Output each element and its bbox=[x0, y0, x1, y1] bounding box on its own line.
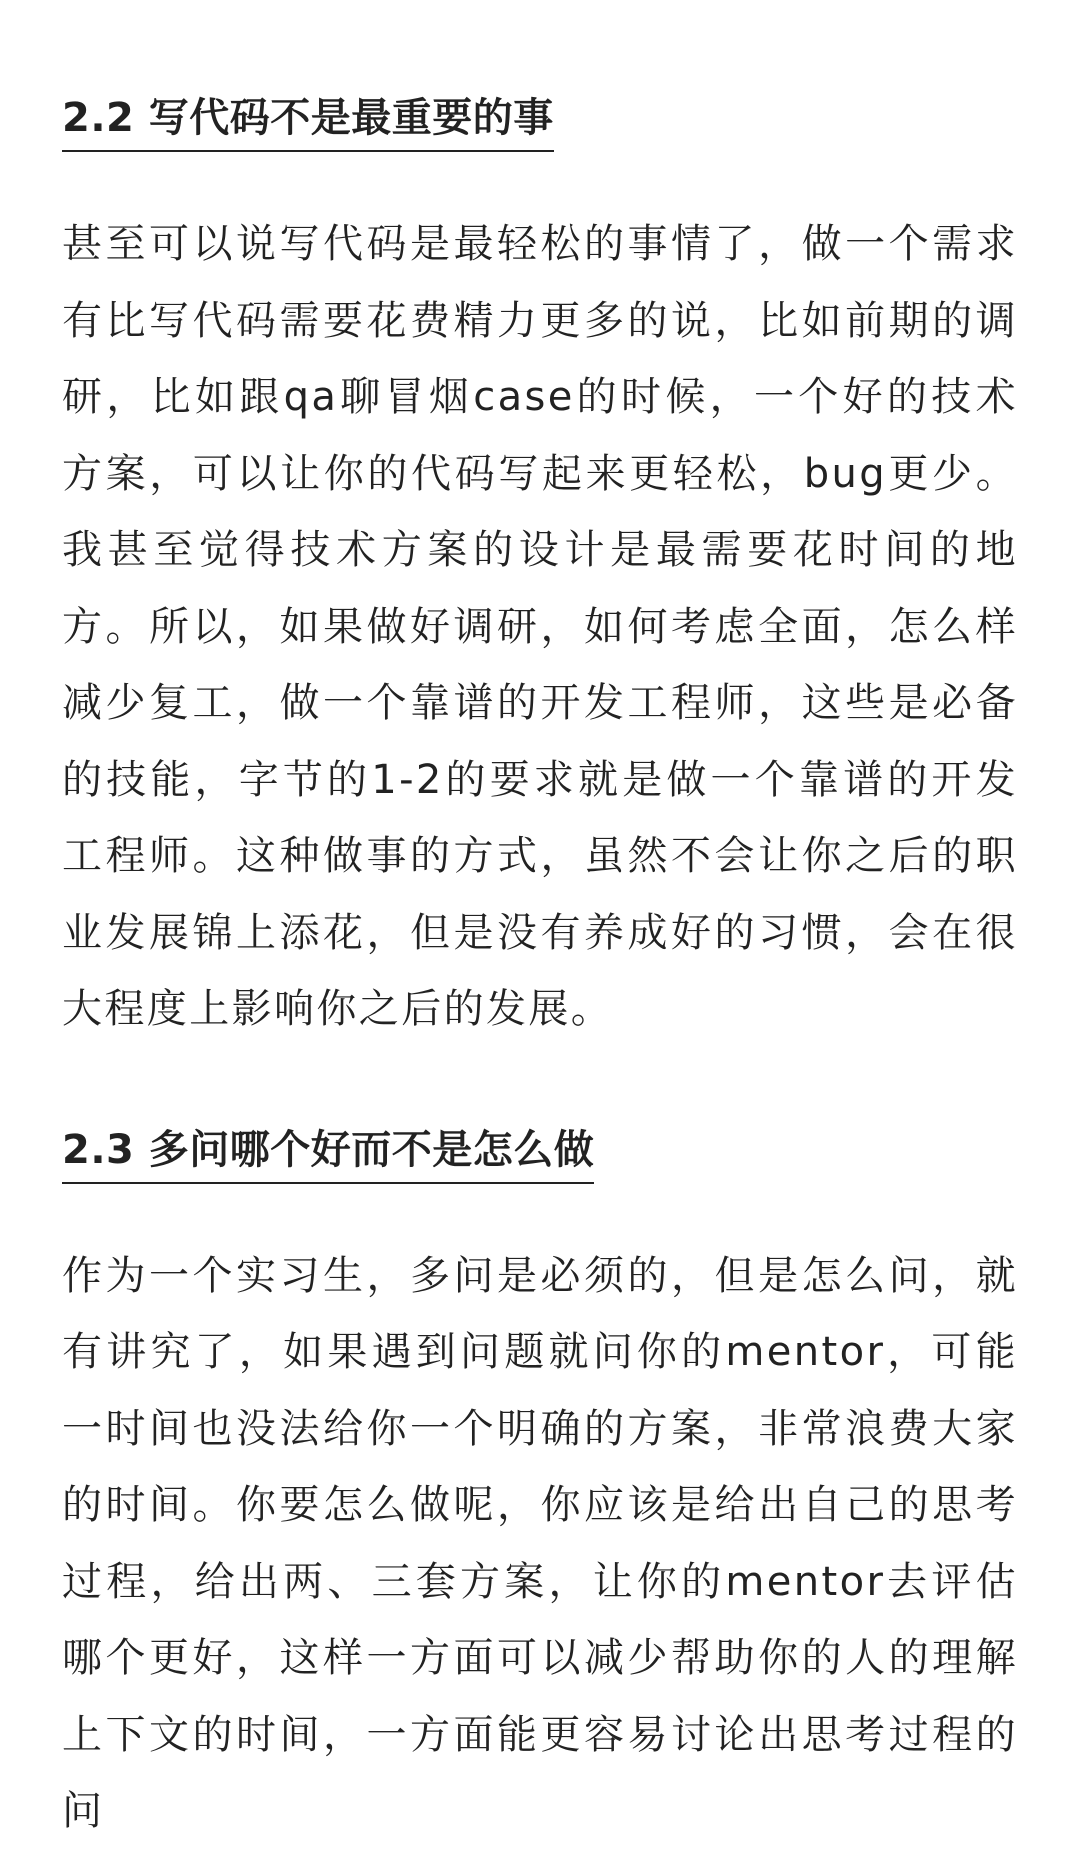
section-2-3 bbox=[62, 1048, 1018, 1850]
section-heading: 2.2 写代码不是最重要的事 bbox=[62, 94, 554, 152]
section-2-2 bbox=[62, 0, 1018, 1048]
section-paragraph: 作为一个实习生，多问是必须的，但是怎么问，就有讲究了，如果遇到问题就问你的mentor，可能一时间也没法给你一个明确的方案，非常浪费大家的时间。你要怎么做呢，你应该是给出自己的思考过程，给出两、三套方案，让你的mentor去评估哪个更好，这样一方面可以减少帮助你的人的理解上下文的时间，一方面能更容易讨论出思考过程的问 bbox=[62, 1252, 1018, 1834]
section-heading: 2.3 多问哪个好而不是怎么做 bbox=[62, 1126, 594, 1184]
section-paragraph: 甚至可以说写代码是最轻松的事情了，做一个需求有比写代码需要花费精力更多的说，比如前期的调研，比如跟qa聊冒烟case的时候，一个好的技术方案，可以让你的代码写起来更轻松，bug更少。我甚至觉得技术方案的设计是最需要花时间的地方。所以，如果做好调研，如何考虑全面，怎么样减少复工，做一个靠谱的开发工程师，这些是必备的技能，字节的1-2的要求就是做一个靠谱的开发工程师。这种做事的方式，虽然不会让你之后的职业发展锦上添花，但是没有养成好的习惯，会在很大程度上影响你之后的发展。 bbox=[62, 221, 1018, 1032]
